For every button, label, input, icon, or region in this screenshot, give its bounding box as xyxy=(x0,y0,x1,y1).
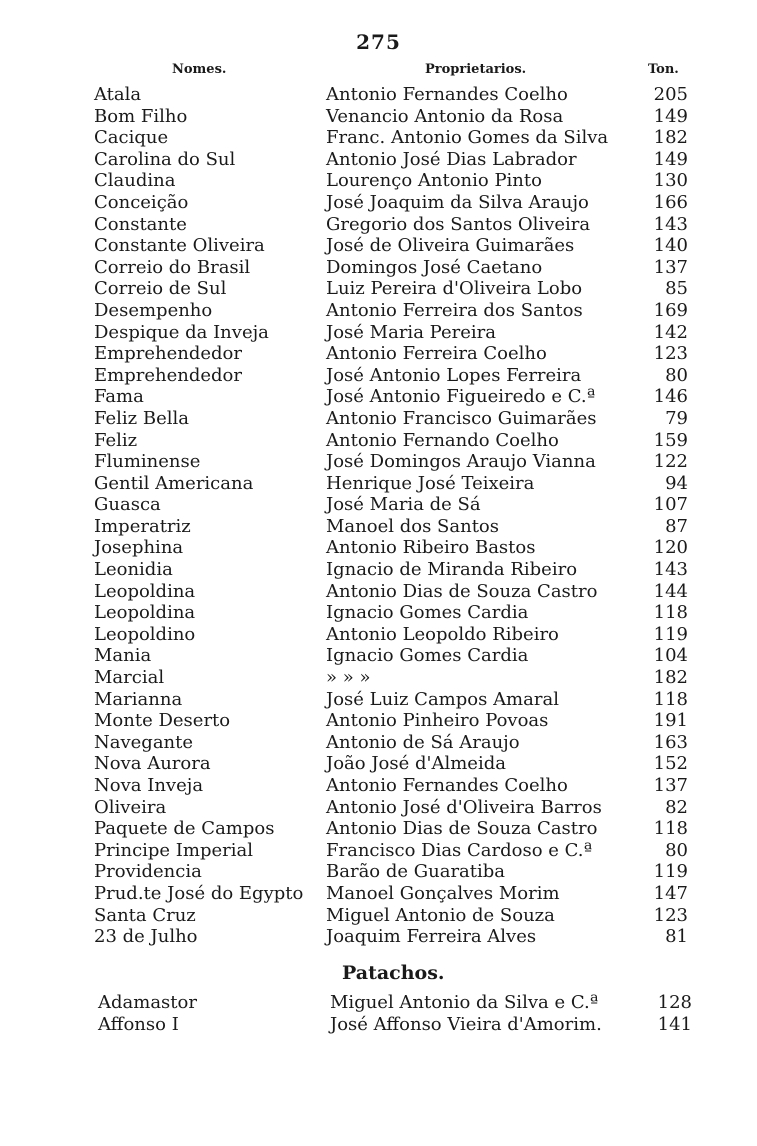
owner-name: Antonio Dias de Souza Castro xyxy=(326,580,598,602)
table-row xyxy=(94,645,688,667)
owner-name: Antonio Fernando Coelho xyxy=(326,429,559,451)
tonnage: 107 xyxy=(653,494,688,516)
tonnage: 118 xyxy=(653,688,688,710)
ship-name: Fluminense xyxy=(94,451,201,473)
tonnage: 141 xyxy=(657,1013,692,1035)
owner-name: Joaquim Ferreira Alves xyxy=(326,926,537,948)
owner-name: Antonio Ribeiro Bastos xyxy=(326,537,536,559)
ship-name: Feliz Bella xyxy=(94,407,190,429)
table-row xyxy=(94,602,688,624)
tonnage: 87 xyxy=(665,515,688,537)
ship-name: Providencia xyxy=(94,861,202,883)
ship-name: Constante xyxy=(94,213,187,235)
page-number: 275 xyxy=(356,30,401,54)
owner-name: José Joaquim da Silva Araujo xyxy=(326,191,589,213)
table-row xyxy=(94,537,688,559)
tonnage: 123 xyxy=(653,343,688,365)
owner-name: Henrique José Teixeira xyxy=(326,472,535,494)
owner-name: Ignacio Gomes Cardia xyxy=(326,645,529,667)
owner-name: Domingos José Caetano xyxy=(326,256,543,278)
table-row xyxy=(94,882,688,905)
tonnage: 137 xyxy=(653,775,688,796)
tonnage: 142 xyxy=(653,321,688,343)
table-row xyxy=(94,472,688,495)
tonnage: 163 xyxy=(653,731,688,753)
tonnage: 128 xyxy=(657,992,692,1013)
owner-name: Antonio José d'Oliveira Barros xyxy=(326,796,602,818)
owner-name: Barão de Guaratiba xyxy=(326,861,506,883)
owner-name: João José d'Almeida xyxy=(326,753,506,775)
table-row xyxy=(94,861,688,883)
owner-name: Antonio de Sá Araujo xyxy=(326,731,520,753)
tonnage: 149 xyxy=(653,148,688,170)
table-row xyxy=(94,710,688,732)
ship-name: Claudina xyxy=(94,170,176,192)
owner-name: Antonio Ferreira dos Santos xyxy=(326,299,583,321)
table-row xyxy=(94,753,688,775)
tonnage: 182 xyxy=(653,667,688,689)
tonnage: 79 xyxy=(665,407,688,429)
tonnage: 152 xyxy=(653,753,688,775)
table-row xyxy=(94,429,688,452)
owner-name: Ignacio Gomes Cardia xyxy=(326,602,529,624)
tonnage: 191 xyxy=(653,710,688,732)
owner-name: José de Oliveira Guimarães xyxy=(326,235,575,257)
owner-name: Luiz Pereira d'Oliveira Lobo xyxy=(326,278,583,300)
owner-name: Antonio Francisco Guimarães xyxy=(326,407,597,429)
ship-name: Principe Imperial xyxy=(94,839,254,861)
table-row xyxy=(94,191,688,214)
table-row xyxy=(94,278,688,300)
table-row xyxy=(94,105,688,128)
ship-name: Atala xyxy=(94,84,142,105)
table-row xyxy=(94,407,688,430)
ship-name: Monte Deserto xyxy=(94,710,231,732)
table-row xyxy=(94,904,688,927)
owner-name: Lourenço Antonio Pinto xyxy=(326,170,542,192)
ship-name: Nova Inveja xyxy=(94,775,204,796)
tonnage: 146 xyxy=(653,386,688,408)
owner-name: Franc. Antonio Gomes da Silva xyxy=(326,127,609,149)
table-row xyxy=(94,364,688,387)
owner-name: Manoel dos Santos xyxy=(326,515,500,537)
table-row xyxy=(94,127,688,149)
ship-name: Adamastor xyxy=(98,992,197,1013)
owner-name: Antonio Fernandes Coelho xyxy=(326,84,568,105)
tonnage: 119 xyxy=(653,623,688,645)
ship-name: Feliz xyxy=(94,429,138,451)
table-row xyxy=(94,559,688,581)
table-row xyxy=(94,213,688,236)
owner-name: José Antonio Lopes Ferreira xyxy=(326,364,582,386)
ship-list xyxy=(94,84,688,948)
ship-name: Santa Cruz xyxy=(94,904,196,926)
ship-name: Conceição xyxy=(94,191,189,213)
table-row xyxy=(94,343,688,365)
owner-name: Antonio Leopoldo Ribeiro xyxy=(326,623,559,645)
tonnage: 140 xyxy=(653,235,688,257)
owner-name: José Maria Pereira xyxy=(326,321,496,343)
tonnage: 147 xyxy=(653,882,688,904)
owner-name: Antonio Ferreira Coelho xyxy=(326,343,547,365)
owner-name: Miguel Antonio de Souza xyxy=(326,904,555,926)
table-row xyxy=(94,667,688,689)
section-title-patachos: Patachos. xyxy=(342,962,445,984)
table-row xyxy=(94,170,688,192)
table-row xyxy=(98,992,692,1014)
tonnage: 80 xyxy=(665,364,688,386)
tonnage: 118 xyxy=(653,602,688,624)
table-row xyxy=(94,235,688,257)
ship-name: Navegante xyxy=(94,731,194,753)
header-owners: Proprietarios. xyxy=(425,62,527,77)
ship-name: Gentil Americana xyxy=(94,472,254,494)
owner-name: » » » xyxy=(326,667,371,689)
tonnage: 118 xyxy=(653,818,688,840)
tonnage: 85 xyxy=(665,278,688,300)
tonnage: 104 xyxy=(653,645,688,667)
tonnage: 120 xyxy=(653,537,688,559)
ship-name: Josephina xyxy=(94,537,184,559)
table-row xyxy=(94,451,688,473)
owner-name: Ignacio de Miranda Ribeiro xyxy=(326,559,578,581)
ship-name: Marianna xyxy=(94,688,183,710)
table-row xyxy=(94,386,688,408)
table-row xyxy=(94,731,688,754)
table-row xyxy=(94,321,688,344)
header-names: Nomes. xyxy=(172,62,227,77)
ship-name: Marcial xyxy=(94,667,165,689)
owner-name: Antonio José Dias Labrador xyxy=(326,148,577,170)
ship-name: Carolina do Sul xyxy=(94,148,236,170)
owner-name: Antonio Dias de Souza Castro xyxy=(326,818,598,840)
ship-name: Correio de Sul xyxy=(94,278,227,300)
ship-name: Affonso I xyxy=(98,1013,179,1035)
ship-name: Mania xyxy=(94,645,152,667)
tonnage: 81 xyxy=(665,926,688,948)
tonnage: 149 xyxy=(653,105,688,127)
tonnage: 166 xyxy=(653,191,688,213)
table-row xyxy=(94,84,688,106)
owner-name: Gregorio dos Santos Oliveira xyxy=(326,213,591,235)
tonnage: 169 xyxy=(653,299,688,321)
owner-name: José Antonio Figueiredo e C.ª xyxy=(326,386,596,408)
ship-name: Leopoldina xyxy=(94,580,196,602)
tonnage: 80 xyxy=(665,839,688,861)
table-row xyxy=(98,1013,692,1036)
tonnage: 137 xyxy=(653,256,688,278)
table-row xyxy=(94,494,688,516)
ship-name: Leopoldina xyxy=(94,602,196,624)
owner-name: José Affonso Vieira d'Amorim. xyxy=(330,1013,602,1035)
ship-name: Leonidia xyxy=(94,559,173,581)
ship-name: 23 de Julho xyxy=(94,926,198,948)
owner-name: Venancio Antonio da Rosa xyxy=(326,105,564,127)
tonnage: 182 xyxy=(653,127,688,149)
ship-name: Paquete de Campos xyxy=(94,818,275,840)
ship-name: Correio do Brasil xyxy=(94,256,251,278)
owner-name: Miguel Antonio da Silva e C.ª xyxy=(330,992,599,1013)
tonnage: 159 xyxy=(653,429,688,451)
table-row xyxy=(94,839,688,862)
ship-name: Despique da Inveja xyxy=(94,321,269,343)
table-row xyxy=(94,926,688,948)
owner-name: Antonio Pinheiro Povoas xyxy=(326,710,549,732)
ship-name: Leopoldino xyxy=(94,623,196,645)
tonnage: 205 xyxy=(653,84,688,105)
ship-name: Nova Aurora xyxy=(94,753,211,775)
owner-name: Antonio Fernandes Coelho xyxy=(326,775,568,796)
ship-name: Prud.te José do Egypto xyxy=(94,882,304,904)
tonnage: 143 xyxy=(653,213,688,235)
table-row xyxy=(94,515,688,538)
table-row xyxy=(94,818,688,840)
tonnage: 143 xyxy=(653,559,688,581)
ship-name: Emprehendedor xyxy=(94,364,242,386)
owner-name: Manoel Gonçalves Morim xyxy=(326,882,560,904)
ship-name: Oliveira xyxy=(94,796,167,818)
ship-name: Emprehendedor xyxy=(94,343,242,365)
header-tons: Ton. xyxy=(648,62,679,77)
table-row xyxy=(94,796,688,819)
ship-name: Cacique xyxy=(94,127,169,149)
table-row xyxy=(94,623,688,646)
ship-name: Bom Filho xyxy=(94,105,188,127)
ship-name: Fama xyxy=(94,386,144,408)
table-row xyxy=(94,688,688,711)
owner-name: José Luiz Campos Amaral xyxy=(326,688,559,710)
tonnage: 130 xyxy=(653,170,688,192)
table-row xyxy=(94,775,688,797)
tonnage: 119 xyxy=(653,861,688,883)
owner-name: José Domingos Araujo Vianna xyxy=(326,451,596,473)
ship-name: Guasca xyxy=(94,494,161,516)
ship-name: Constante Oliveira xyxy=(94,235,265,257)
table-row xyxy=(94,580,688,603)
table-row xyxy=(94,148,688,171)
patachos-list xyxy=(98,992,692,1035)
tonnage: 94 xyxy=(665,472,688,494)
tonnage: 122 xyxy=(653,451,688,473)
ship-name: Imperatriz xyxy=(94,515,191,537)
owner-name: José Maria de Sá xyxy=(326,494,481,516)
ship-name: Desempenho xyxy=(94,299,213,321)
tonnage: 82 xyxy=(665,796,688,818)
table-row xyxy=(94,299,688,322)
table-row xyxy=(94,256,688,279)
owner-name: Francisco Dias Cardoso e C.ª xyxy=(326,839,593,861)
tonnage: 144 xyxy=(653,580,688,602)
tonnage: 123 xyxy=(653,904,688,926)
